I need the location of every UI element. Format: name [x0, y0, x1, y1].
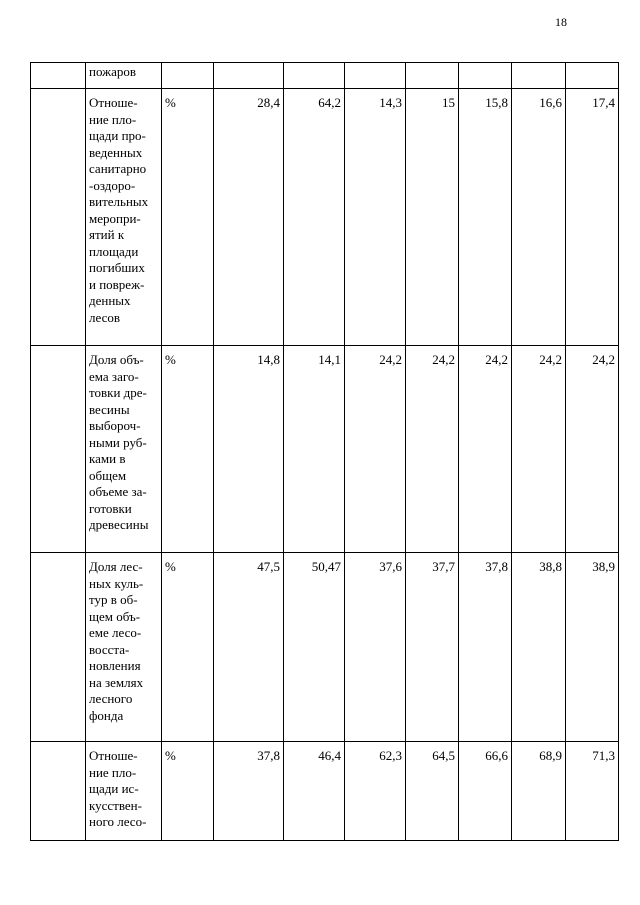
value-cell	[406, 63, 459, 89]
value-cell: 46,4	[284, 742, 345, 841]
value-cell: 62,3	[345, 742, 406, 841]
value-cell: 15,8	[459, 89, 512, 346]
value-cell: 14,1	[284, 346, 345, 553]
unit-cell: %	[162, 742, 214, 841]
indicator-name-cell: Доля объ- ема заго- товки дре- весины выбороч- ными руб- ками в общем объеме за- готовки древесины	[86, 346, 162, 553]
table-row	[31, 346, 619, 553]
value-cell: 64,5	[406, 742, 459, 841]
value-cell	[512, 63, 566, 89]
value-cell: 68,9	[512, 742, 566, 841]
table-row	[31, 89, 619, 346]
row-number-cell	[31, 346, 86, 553]
value-cell: 37,7	[406, 553, 459, 742]
value-cell: 24,2	[345, 346, 406, 553]
indicator-name-cell: Отноше- ние пло- щади ис- кусствен- ного лесо-	[86, 742, 162, 841]
value-cell: 50,47	[284, 553, 345, 742]
value-cell: 38,8	[512, 553, 566, 742]
value-cell	[345, 63, 406, 89]
row-number-cell	[31, 742, 86, 841]
table-row	[31, 742, 619, 841]
indicator-name-cell: пожаров	[86, 63, 162, 89]
value-cell: 37,8	[214, 742, 284, 841]
row-number-cell	[31, 553, 86, 742]
unit-cell	[162, 63, 214, 89]
indicator-name-cell: Отноше- ние пло- щади про- веденных санитарно -оздоро- вительных меропри- ятий к площади погибших и повреж- денных лесов	[86, 89, 162, 346]
value-cell: 71,3	[566, 742, 619, 841]
value-cell	[284, 63, 345, 89]
value-cell: 66,6	[459, 742, 512, 841]
value-cell: 47,5	[214, 553, 284, 742]
value-cell: 28,4	[214, 89, 284, 346]
value-cell: 64,2	[284, 89, 345, 346]
value-cell: 15	[406, 89, 459, 346]
value-cell: 37,8	[459, 553, 512, 742]
unit-cell: %	[162, 89, 214, 346]
page-number: 18	[555, 15, 567, 29]
row-number-cell	[31, 89, 86, 346]
value-cell: 14,3	[345, 89, 406, 346]
value-cell: 16,6	[512, 89, 566, 346]
value-cell	[566, 63, 619, 89]
indicators-table	[30, 62, 619, 841]
value-cell: 24,2	[566, 346, 619, 553]
value-cell: 14,8	[214, 346, 284, 553]
unit-cell: %	[162, 553, 214, 742]
value-cell	[459, 63, 512, 89]
indicator-name-cell: Доля лес- ных куль- тур в об- щем объ- еме лесо- восста- новления на землях лесного фонда	[86, 553, 162, 742]
value-cell: 37,6	[345, 553, 406, 742]
row-number-cell	[31, 63, 86, 89]
table-row	[31, 63, 619, 89]
value-cell: 17,4	[566, 89, 619, 346]
unit-cell: %	[162, 346, 214, 553]
table-row	[31, 553, 619, 742]
value-cell: 24,2	[459, 346, 512, 553]
value-cell: 24,2	[512, 346, 566, 553]
value-cell: 38,9	[566, 553, 619, 742]
value-cell	[214, 63, 284, 89]
value-cell: 24,2	[406, 346, 459, 553]
